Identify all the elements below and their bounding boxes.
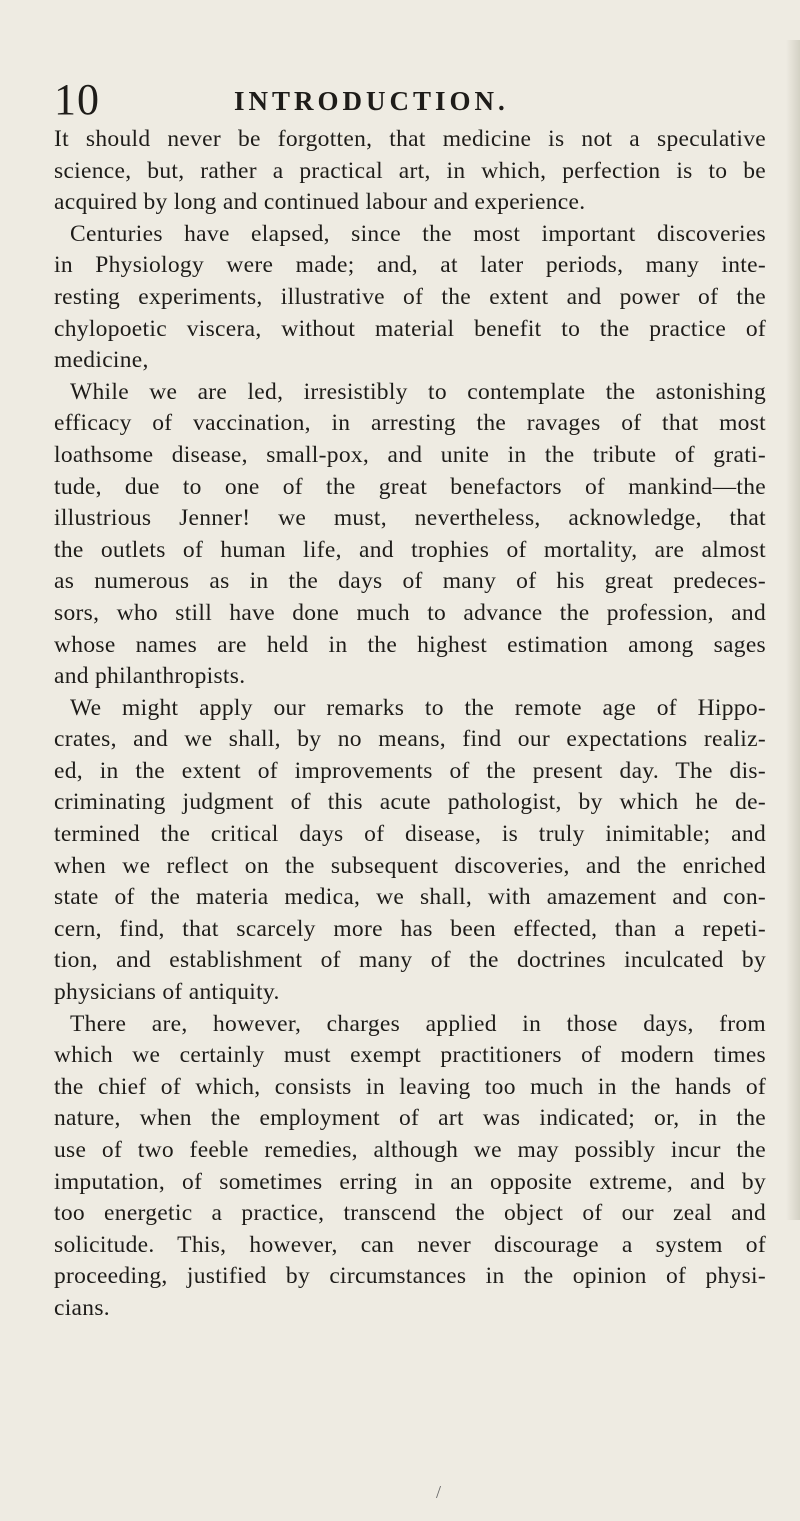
text-line: nature, when the employment of art was indicated; or, in the <box>54 1105 766 1132</box>
body-text <box>54 124 766 1325</box>
text-line: illustrious Jenner! we must, nevertheless, acknowledge, that <box>54 505 766 532</box>
text-line: too energetic a practice, transcend the object of our zeal and <box>54 1200 766 1227</box>
text-line: which we certainly must exempt practitioners of modern times <box>54 1042 766 1069</box>
text-line: science, but, rather a practical art, in which, perfection is to be <box>54 157 766 184</box>
text-line: and philanthropists. <box>54 663 246 690</box>
text-line: criminating judgment of this acute pathologist, by which he de- <box>54 789 766 816</box>
text-line: the chief of which, consists in leaving too much in the hands of <box>54 1073 766 1100</box>
stray-ink-mark: / <box>436 1482 442 1502</box>
text-line: chylopoetic viscera, without material benefit to the practice of <box>54 315 766 342</box>
text-line: loathsome disease, small-pox, and unite in the tribute of grati- <box>54 441 766 468</box>
text-line: resting experiments, illustrative of the extent and power of the <box>54 283 766 310</box>
text-line: cians. <box>54 1294 110 1321</box>
text-line: While we are led, irresistibly to contemplate the astonishing <box>70 378 766 405</box>
text-line: cern, find, that scarcely more has been effected, than a repeti- <box>54 915 766 942</box>
text-line: efficacy of vaccination, in arresting the ravages of that most <box>54 410 766 437</box>
text-line: sors, who still have done much to advance the profession, and <box>54 599 766 626</box>
text-line: ed, in the extent of improvements of the present day. The dis- <box>54 757 766 784</box>
text-line: tion, and establishment of many of the doctrines inculcated by <box>54 947 766 974</box>
text-line: imputation, of sometimes erring in an opposite extreme, and by <box>54 1168 766 1195</box>
text-line: medicine, <box>54 347 149 374</box>
text-line: solicitude. This, however, can never discourage a system of <box>54 1231 766 1258</box>
page-edge-stain <box>786 40 800 1220</box>
text-line: termined the critical days of disease, is truly inimitable; and <box>54 821 766 848</box>
text-line: tude, due to one of the great benefactors of mankind—the <box>54 473 766 500</box>
text-line: crates, and we shall, by no means, find our expectations realiz- <box>54 726 766 753</box>
text-line: proceeding, justified by circumstances in the opinion of physi- <box>54 1263 766 1290</box>
text-line: when we reflect on the subsequent discoveries, and the enriched <box>54 852 766 879</box>
text-line: use of two feeble remedies, although we may possibly incur the <box>54 1137 766 1163</box>
text-line: as numerous as in the days of many of his great predeces- <box>54 568 766 595</box>
text-line: We might apply our remarks to the remote age of Hippo- <box>70 694 766 721</box>
page-number: 10 <box>54 75 100 124</box>
text-line: in Physiology were made; and, at later periods, many inte- <box>54 252 766 279</box>
text-line: state of the materia medica, we shall, with amazement and con- <box>54 884 766 911</box>
text-line: whose names are held in the highest estimation among sages <box>54 631 766 658</box>
running-title: INTRODUCTION. <box>234 86 509 116</box>
text-line: physicians of antiquity. <box>54 979 280 1006</box>
page-header <box>54 75 766 124</box>
text-line: There are, however, charges applied in those days, from <box>70 1010 766 1037</box>
text-line: Centuries have elapsed, since the most important discoveries <box>70 220 766 247</box>
text-line: the outlets of human life, and trophies of mortality, are almost <box>54 536 766 563</box>
text-line: It should never be forgotten, that medicine is not a speculative <box>54 126 766 152</box>
text-line: acquired by long and continued labour and experience. <box>54 189 586 216</box>
